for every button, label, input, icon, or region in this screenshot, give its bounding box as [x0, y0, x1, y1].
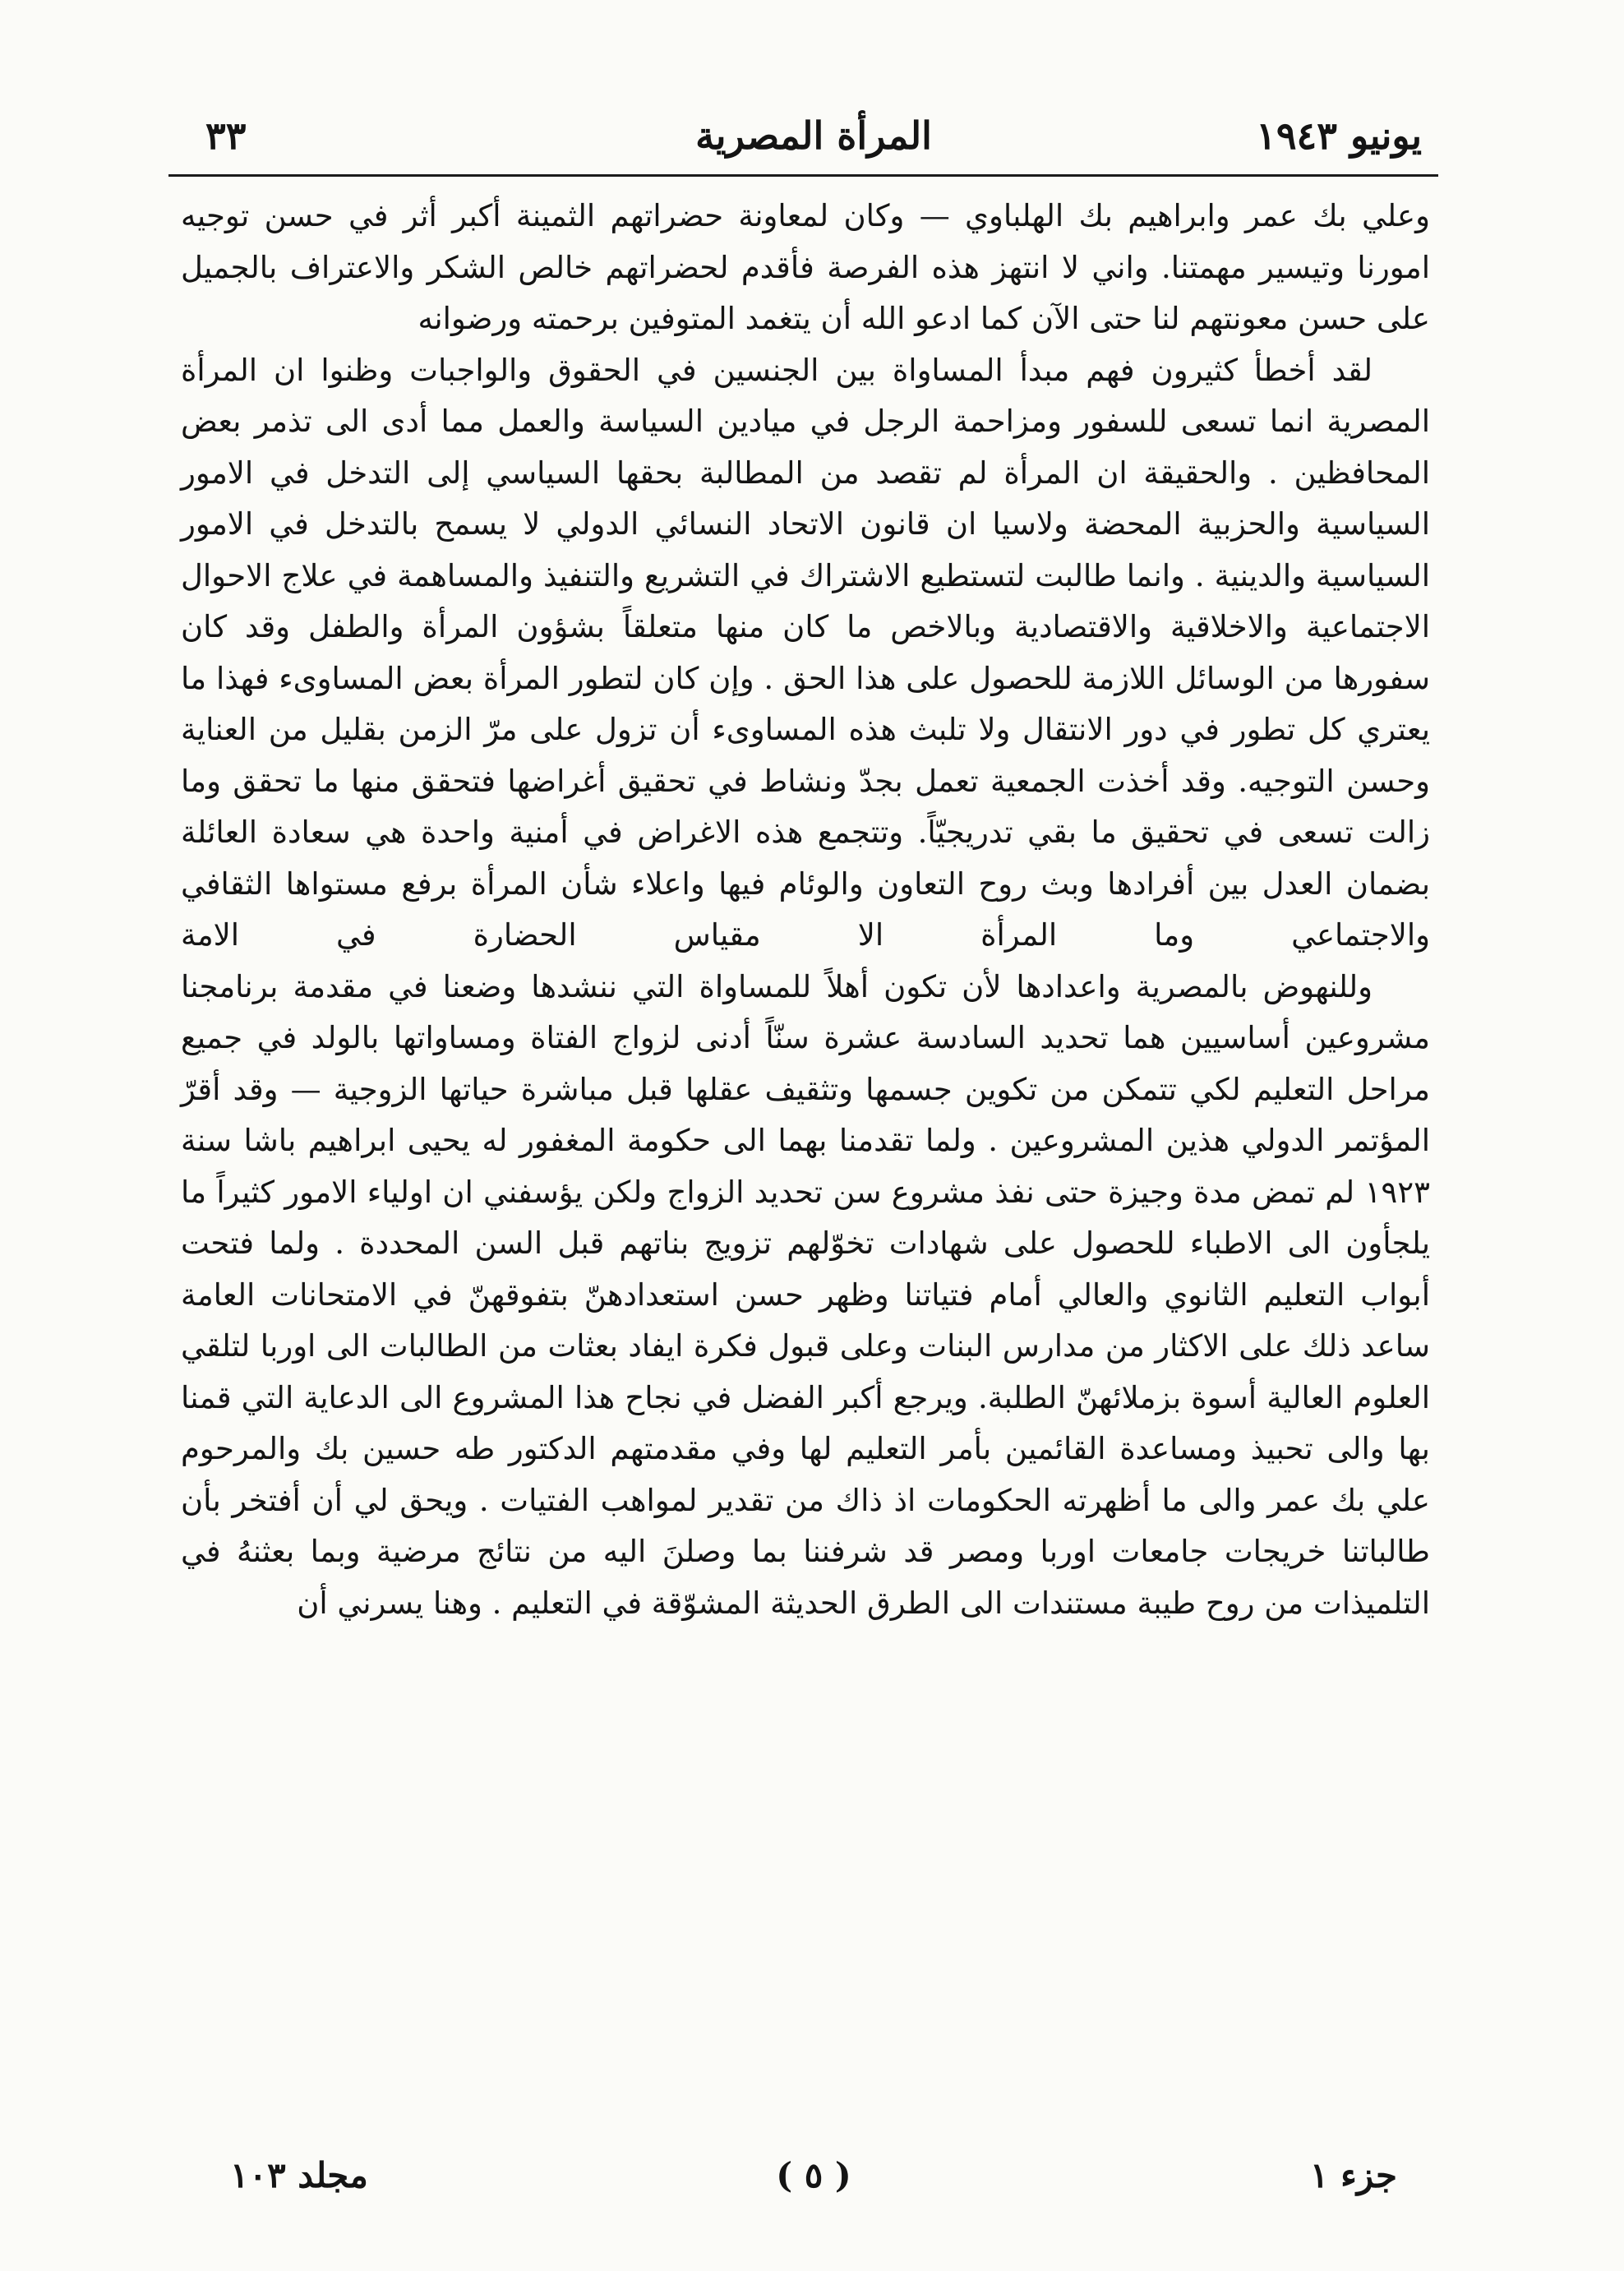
paragraph-3: وللنهوض بالمصرية واعدادها لأن تكون أهلاً للمساواة التي ننشدها وضعنا في مقدمة برنامجنا مشروعين أساسيين هما تحديد السادسة عشرة سنّاً أدنى لزواج الفتاة ومساواتها بالولد في جميع مراحل التعليم لكي تتمكن من تكوين جسمها وتثقيف عقلها قبل مباشرة حياتها الزوجية — وقد أقرّ المؤتمر الدولي هذين المشروعين . ولما تقدمنا بهما الى حكومة المغفور له يحيى ابراهيم باشا سنة ١٩٢٣ لم تمض مدة وجيزة حتى نفذ مشروع سن تحديد الزواج ولكن يؤسفني ان اولياء الامور كثيراً ما يلجأون الى الاطباء للحصول على شهادات تخوّلهم تزويج بناتهم قبل السن المحددة . ولما فتحت أبواب التعليم الثانوي والعالي أمام فتياتنا وظهر حسن استعدادهنّ بتفوقهنّ في الامتحانات العامة ساعد ذلك على الاكثار من مدارس البنات وعلى قبول فكرة ايفاد بعثات من الطالبات الى اوربا لتلقي العلوم العالية أسوة بزملائهنّ الطلبة. ويرجع أكبر الفضل في نجاح هذا المشروع الى الدعاية التي قمنا بها والى تحبيذ ومساعدة القائمين بأمر التعليم لها وفي مقدمتهم الدكتور طه حسين بك والمرحوم علي بك عمر والى ما أظهرته الحكومات اذ ذاك من تقدير لمواهب الفتيات . ويحق لي أن أفتخر بأن طالباتنا خريجات جامعات اوربا ومصر قد شرفننا بما وصلنَ اليه من نتائج مرضية وبما بعثنهُ في التلميذات من روح طيبة مستندات الى الطرق الحديثة المشوّقة في التعليم . وهنا يسرني أن [181, 968, 1430, 1621]
header-rule [168, 174, 1438, 177]
footer-volume: مجلد ١٠٣ [230, 2155, 368, 2195]
page-footer [230, 2152, 1397, 2209]
header-date: يونيو ١٩٤٣ [1256, 113, 1422, 158]
footer-page-number: ( ٥ ) [776, 2155, 851, 2195]
header-title: المرأة المصرية [695, 113, 932, 158]
footer-part: جزء ١ [1309, 2155, 1397, 2195]
page-header [205, 105, 1422, 171]
paragraph-1: وعلي بك عمر وابراهيم بك الهلباوي — وكان لمعاونة حضراتهم الثمينة أكبر أثر في حسن توجيه امورنا وتيسير مهمتنا. واني لا انتهز هذه الفرصة فأقدم لحضراتهم خالص الشكر والاعتراف بالجميل على حسن معونتهم لنا حتى الآن كما ادعو الله أن يتغمد المتوفين برحمته ورضوانه [181, 198, 1430, 336]
paragraph-2: لقد أخطأ كثيرون فهم مبدأ المساواة بين الجنسين في الحقوق والواجبات وظنوا ان المرأة المصرية انما تسعى للسفور ومزاحمة الرجل في ميادين السياسة والعمل مما أدى الى تذمر بعض المحافظين . والحقيقة ان المرأة لم تقصد من المطالبة بحقها السياسي إلى التدخل في الامور السياسية والحزبية المحضة ولاسيا ان قانون الاتحاد النسائي الدولي لا يسمح بالتدخل في الامور السياسية والدينية . وانما طالبت لتستطيع الاشتراك في التشريع والتنفيذ والمساهمة في علاج الاحوال الاجتماعية والاخلاقية والاقتصادية وبالاخص ما كان منها متعلقاً بشؤون المرأة والطفل وقد كان سفورها من الوسائل اللازمة للحصول على هذا الحق . وإن كان لتطور المرأة بعض المساوىء فهذا ما يعتري كل تطور في دور الانتقال ولا تلبث هذه المساوىء أن تزول على مرّ الزمن بقليل من العناية وحسن التوجيه. وقد أخذت الجمعية تعمل بجدّ ونشاط في تحقيق أغراضها فتحقق منها ما تحقق وما زالت تسعى في تحقيق ما بقي تدريجيّاً. وتتجمع هذه الاغراض في أمنية واحدة هي سعادة العائلة بضمان العدل بين أفرادها وبث روح التعاون والوئام فيها واعلاء شأن المرأة برفع مستواها الثقافي والاجتماعي وما المرأة الا مقياس الحضارة في الامة [181, 352, 1430, 953]
header-page-number: ٣٣ [205, 113, 247, 158]
article-body [181, 191, 1430, 2147]
